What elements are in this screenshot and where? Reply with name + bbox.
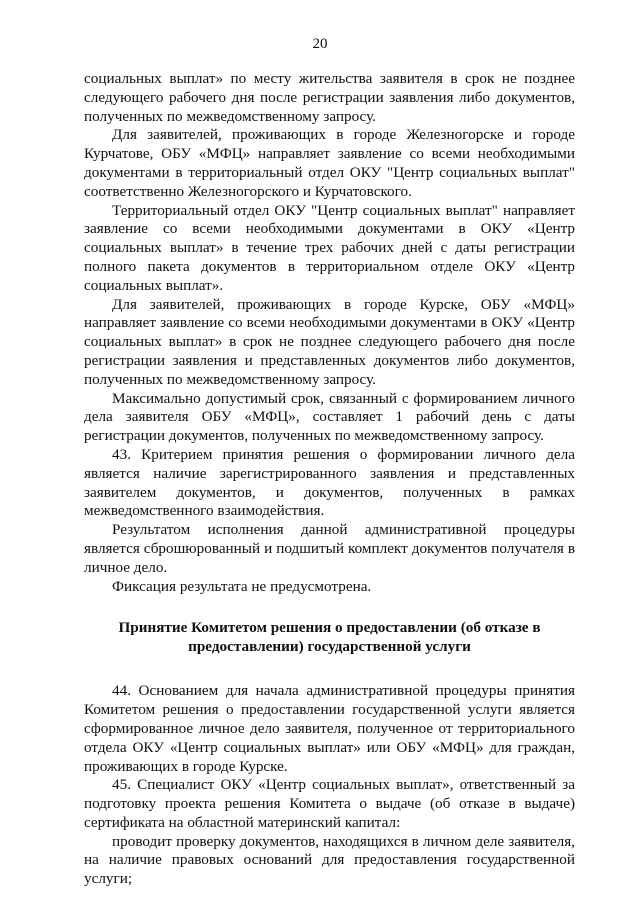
paragraph: Результатом исполнения данной административной процедуры является сброшюрованный и подшитый комплект документов получателя в личное дело. <box>84 521 575 576</box>
paragraph: социальных выплат» по месту жительства заявителя в срок не позднее следующего рабочего дня после регистрации заявления либо документов, полученных по межведомственному запросу. <box>84 70 575 125</box>
paragraphs-before-heading <box>84 70 575 596</box>
paragraphs-after-heading <box>84 682 575 889</box>
paragraph: 44. Основанием для начала административной процедуры принятия Комитетом решения о предоставлении государственной услуги является сформированное личное дело заявителя, полученное от территориального отдела ОКУ «Центр социальных выплат» или ОБУ «МФЦ» для граждан, проживающих в городе Курске. <box>84 682 575 775</box>
paragraph: Территориальный отдел ОКУ "Центр социальных выплат" направляет заявление со всеми необходимыми документами в ОКУ «Центр социальных выплат» в течение трех рабочих дней с даты регистрации полного пакета документов в территориальном отделе ОКУ «Центр социальных выплат». <box>84 201 575 294</box>
paragraph: Фиксация результата не предусмотрена. <box>112 577 372 595</box>
paragraph: Для заявителей, проживающих в городе Железногорске и городе Курчатове, ОБУ «МФЦ» направляет заявление со всеми необходимыми документами в территориальный отдел ОКУ "Центр социальных выплат" соответственно Железногорского и Курчатовского. <box>84 126 575 200</box>
paragraph: 43. Критерием принятия решения о формировании личного дела является наличие зарегистрированного заявления и представленных заявителем документов, и документов, полученных в рамках межведомственного взаимодействия. <box>84 445 575 520</box>
document-body <box>84 70 575 889</box>
page-number: 20 <box>312 36 328 52</box>
paragraph: Для заявителей, проживающих в городе Курске, ОБУ «МФЦ» направляет заявление со всеми необходимыми документами в ОКУ «Центр социальных выплат» в срок не позднее следующего рабочего дня после регистрации заявления и представленных документов либо документов, полученных по межведомственному запросу. <box>84 295 575 388</box>
paragraph: проводит проверку документов, находящихся в личном деле заявителя, на наличие правовых оснований для предоставления государственной услуги; <box>84 832 575 888</box>
section-heading: Принятие Комитетом решения о предоставлении (об отказе в предоставлении) государственной услуги <box>118 619 541 656</box>
paragraph: Максимально допустимый срок, связанный с формированием личного дела заявителя ОБУ «МФЦ», составляет 1 рабочий день с даты регистрации документов, полученных по межведомственному запросу. <box>84 389 575 445</box>
paragraph: 45. Специалист ОКУ «Центр социальных выплат», ответственный за подготовку проекта решения Комитета о выдаче (об отказе в выдаче) сертификата на областной материнский капитал: <box>84 776 575 831</box>
